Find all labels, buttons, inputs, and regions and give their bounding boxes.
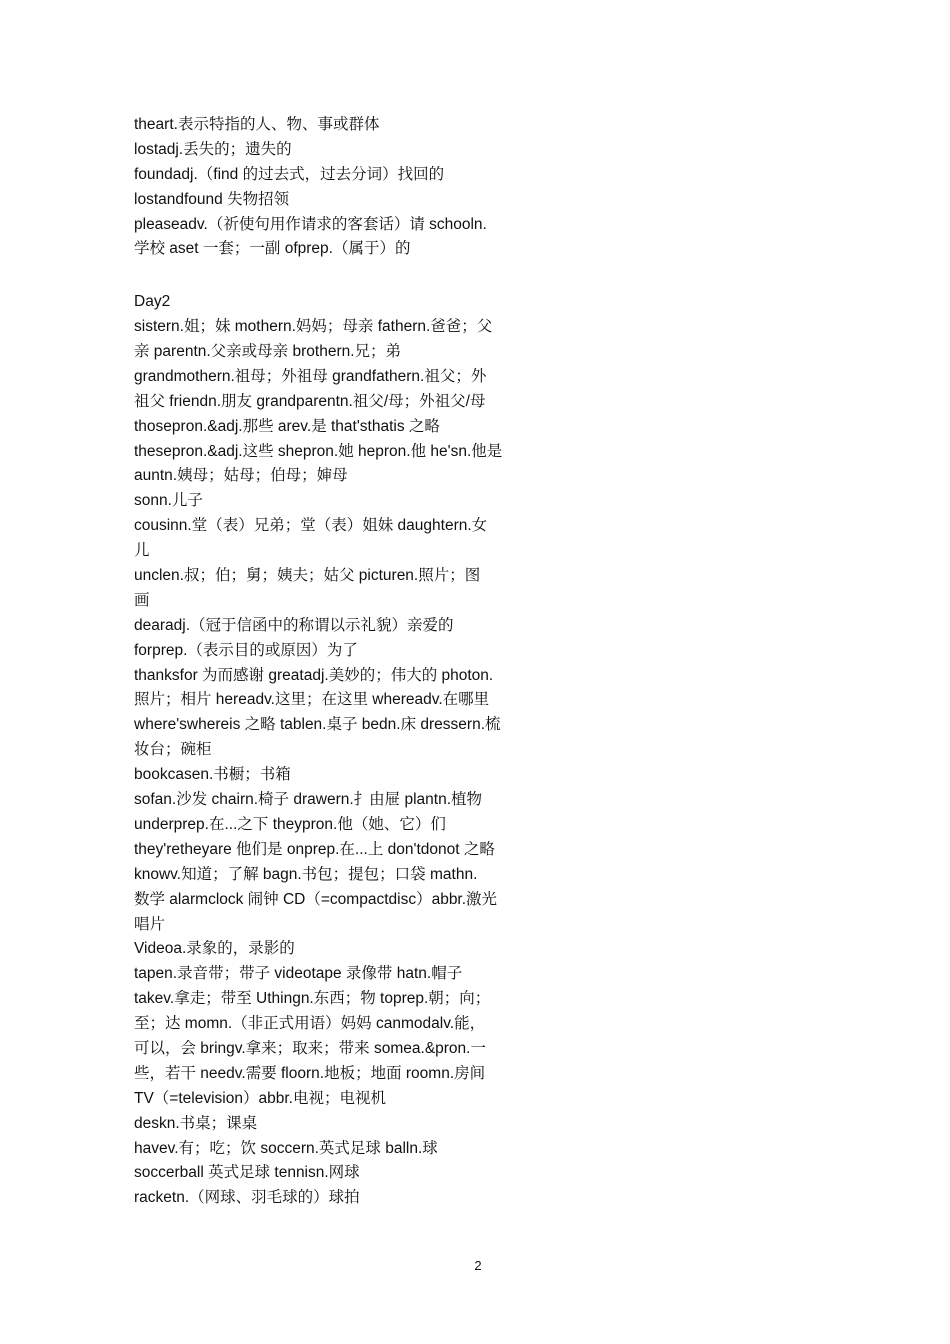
vocab-line: TV（=television）abbr.电视；电视机 (134, 1089, 386, 1107)
vocab-line: sofan.沙发 chairn.椅子 drawern.扌由屉 plantn.植物 (134, 791, 483, 809)
vocab-line: 学校 aset 一套；一副 ofprep.（属于）的 (134, 240, 411, 258)
vocab-line: where'swhereis 之略 tablen.桌子 bedn.床 dressern.梳 (134, 716, 501, 734)
vocab-line: they'retheyare 他们是 onprep.在...上 don'tdonot 之略 (134, 840, 495, 858)
vocab-line: unclen.叔；伯；舅；姨夫；姑父 picturen.照片；图 (134, 567, 481, 585)
vocab-section-1 (134, 113, 520, 262)
section-heading: Day2 (134, 293, 171, 311)
vocab-line: 唱片 (134, 915, 166, 933)
vocab-line: 亲 parentn.父亲或母亲 brothern.兄；弟 (134, 343, 402, 361)
vocab-line: takev.拿走；带至 Uthingn.东西；物 toprep.朝；向； (134, 990, 491, 1008)
vocab-line: thosepron.&adj.那些 arev.是 that'sthatis 之略 (134, 417, 440, 435)
vocab-line: 些，若干 needv.需要 floorn.地板；地面 roomn.房间 (134, 1064, 486, 1082)
vocab-line: knowv.知道；了解 bagn.书包；提包；口袋 mathn. (134, 865, 478, 883)
vocab-line: racketn.（网球、羽毛球的）球拍 (134, 1189, 360, 1207)
vocab-line: 祖父 friendn.朋友 grandparentn.祖父/母；外祖父/母 (134, 392, 486, 410)
vocab-line: 妆台；碗柜 (134, 741, 212, 759)
vocab-line: Videoa.录象的，录影的 (134, 940, 295, 958)
vocab-line: theart.表示特指的人、物、事或群体 (134, 116, 380, 133)
vocab-section-2 (134, 315, 520, 1211)
vocab-line: pleaseadv.（祈使句用作请求的客套话）请 schooln. (134, 215, 487, 233)
vocab-line: dearadj.（冠于信函中的称谓以示礼貌）亲爱的 (134, 616, 454, 634)
vocab-line: 数学 alarmclock 闹钟 CD（=compactdisc）abbr.激光 (134, 890, 498, 908)
vocab-line: underprep.在...之下 theypron.他（她、它）们 (134, 815, 446, 833)
vocab-line: havev.有；吃；饮 soccern.英式足球 balln.球 (134, 1139, 438, 1157)
vocab-line: grandmothern.祖母；外祖母 grandfathern.祖父；外 (134, 367, 487, 385)
paragraph-gap (134, 262, 520, 287)
vocab-line: lostadj.丢失的；遗失的 (134, 140, 292, 158)
vocab-line: foundadj.（find 的过去式，过去分词）找回的 (134, 165, 445, 183)
vocab-line: sonn.儿子 (134, 492, 203, 510)
vocab-line: thesepron.&adj.这些 shepron.她 hepron.他 he'sn.他是 (134, 442, 503, 460)
vocab-line: auntn.姨母；姑母；伯母；婶母 (134, 467, 348, 485)
vocab-line: tapen.录音带；带子 videotape 录像带 hatn.帽子 (134, 965, 463, 983)
page-content (134, 113, 520, 1211)
vocab-line: soccerball 英式足球 tennisn.网球 (134, 1164, 360, 1182)
page-number: 2 (474, 1258, 482, 1273)
vocab-line: cousinn.堂（表）兄弟；堂（表）姐妹 daughtern.女 (134, 517, 488, 535)
vocab-line: thanksfor 为而感谢 greatadj.美妙的；伟大的 photon. (134, 666, 494, 684)
vocab-line: 儿 (134, 542, 150, 560)
vocab-line: sistern.姐；妹 mothern.妈妈；母亲 fathern.爸爸；父 (134, 318, 493, 336)
vocab-line: lostandfound 失物招领 (134, 190, 290, 208)
vocab-line: 可以，会 bringv.拿来；取来；带来 somea.&pron.一 (134, 1039, 486, 1057)
vocab-line: 照片；相片 hereadv.这里；在这里 whereadv.在哪里 (134, 691, 490, 709)
vocab-line: deskn.书桌；课桌 (134, 1114, 258, 1132)
vocab-line: 至；达 momn.（非正式用语）妈妈 canmodalv.能， (134, 1015, 486, 1033)
vocab-line: 画 (134, 591, 150, 609)
vocab-line: bookcasen.书橱；书箱 (134, 766, 291, 784)
vocab-line: forprep.（表示目的或原因）为了 (134, 641, 358, 659)
